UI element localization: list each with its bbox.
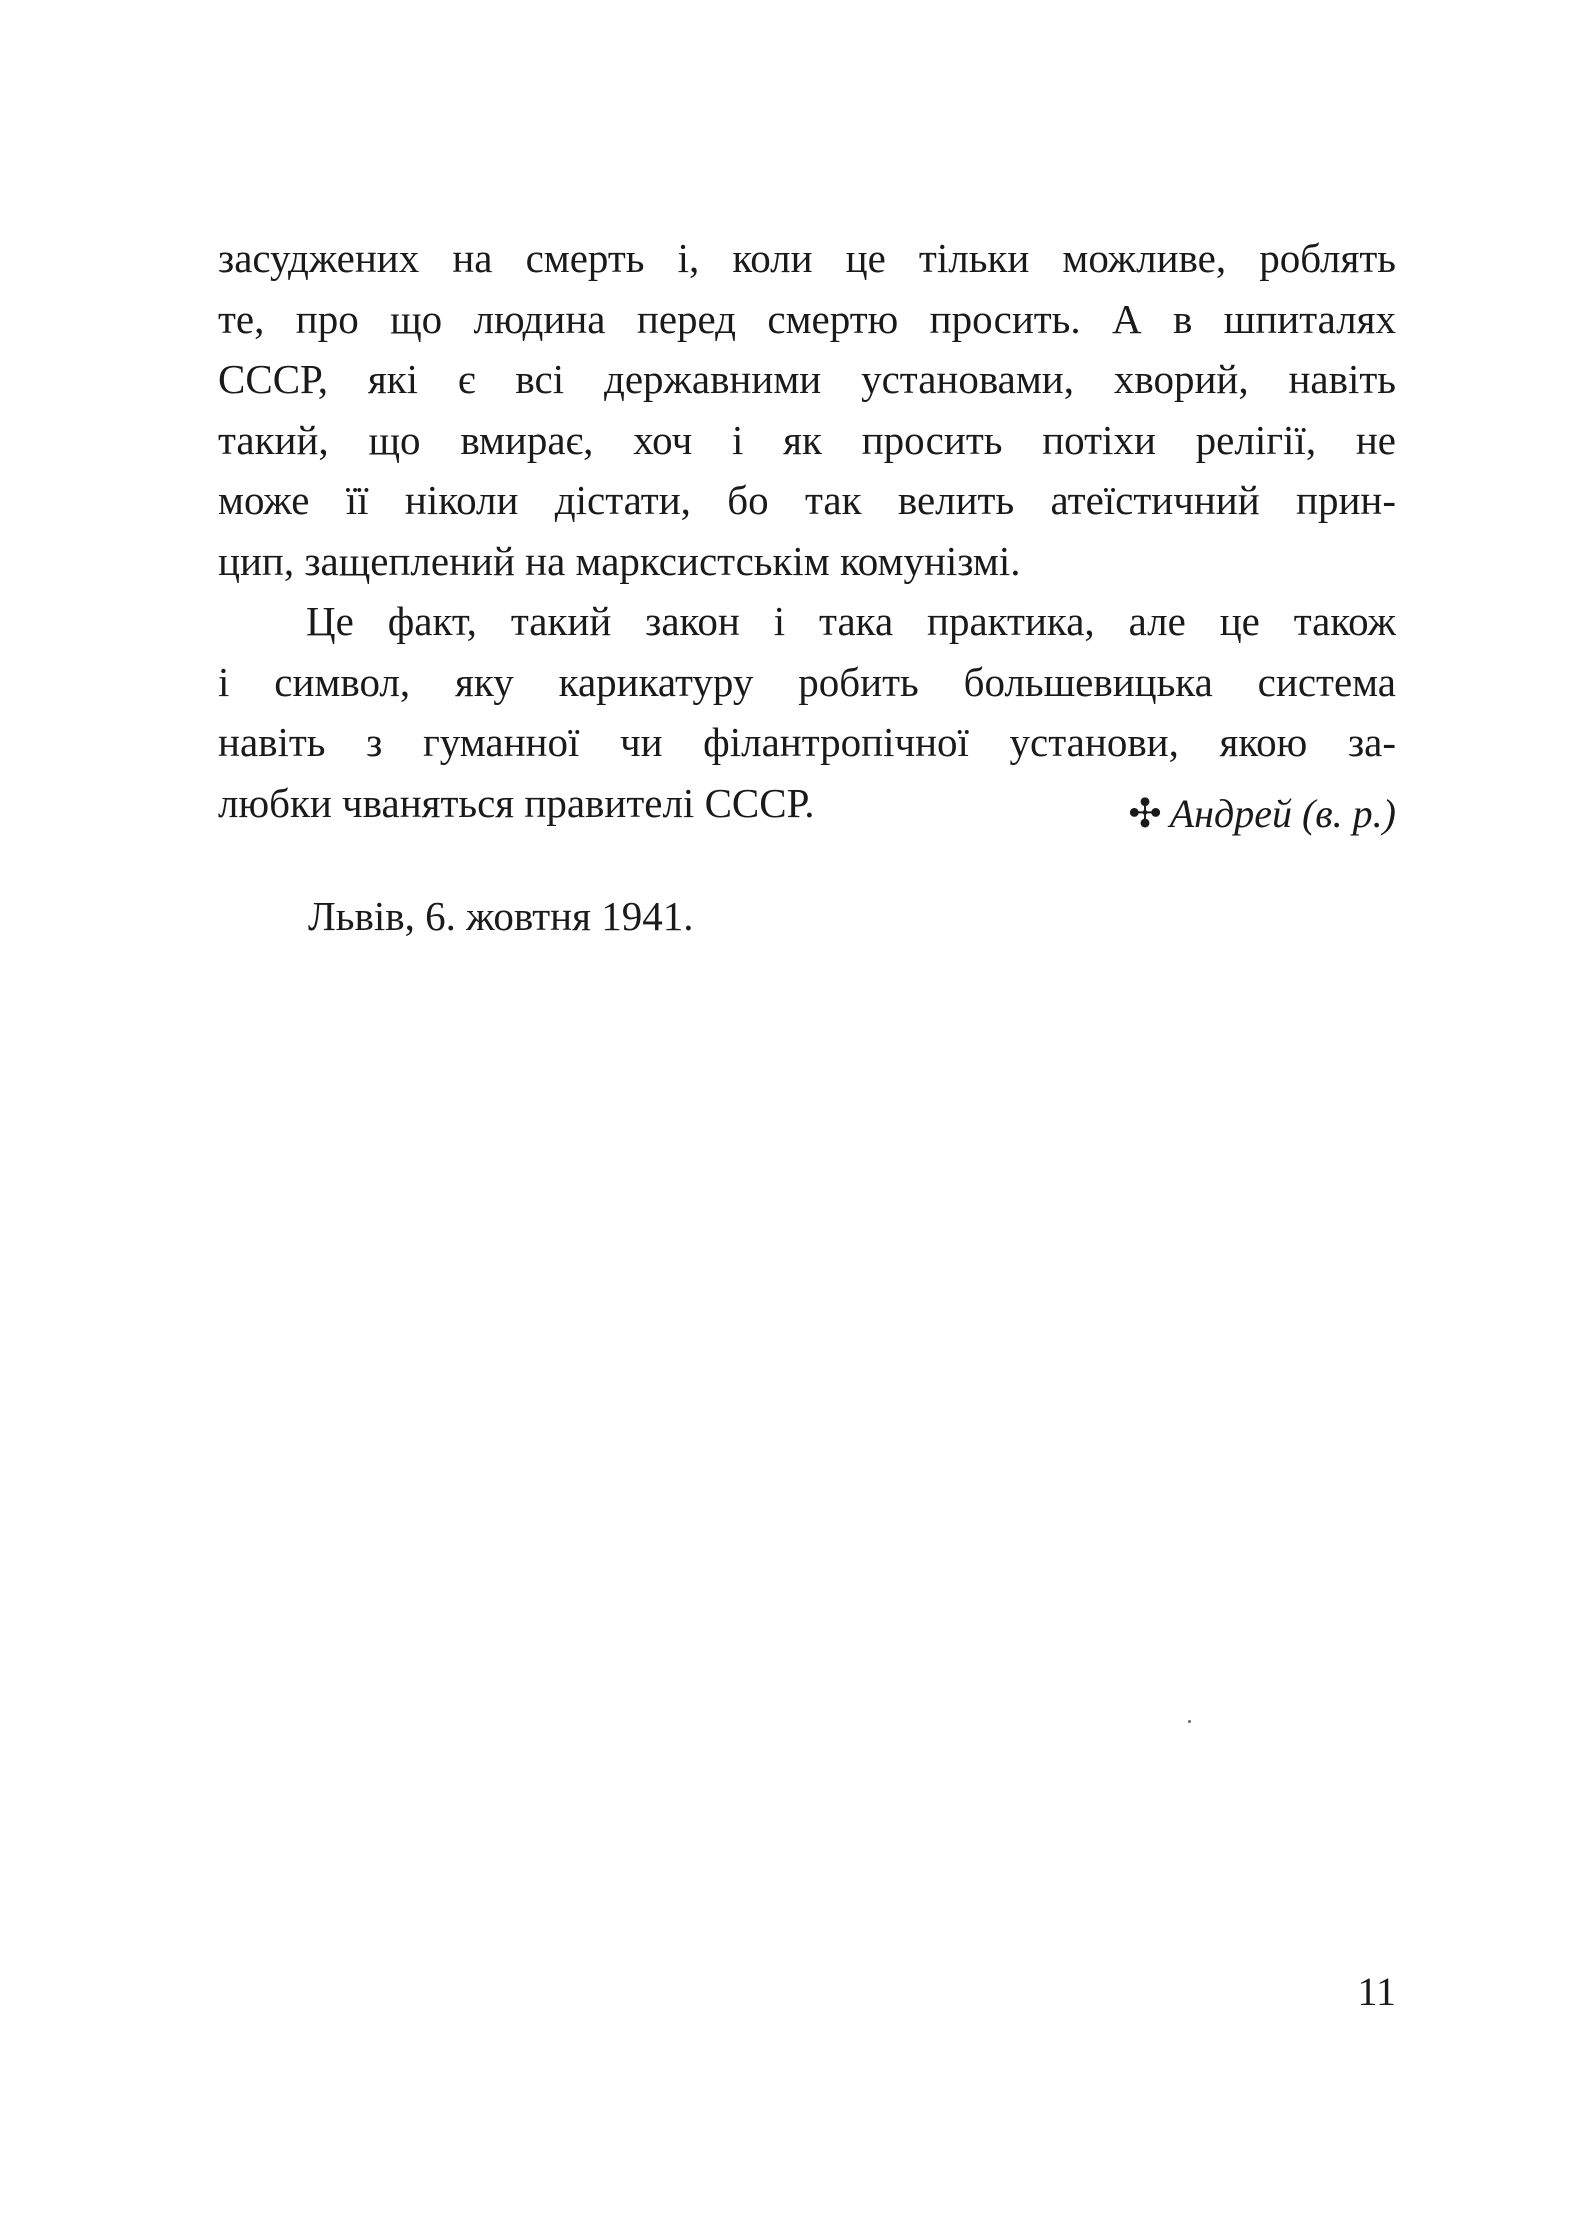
text-line: може її ніколи дістати, бо так велить атеїстичний прин-: [218, 477, 1396, 523]
text-line: і символ, яку карикатуру робить большевицька система: [218, 658, 1396, 705]
place-date: Львів, 6. жовтня 1941.: [308, 893, 694, 939]
signature-text: Андрей (в. р.): [1169, 791, 1396, 836]
text-line: цип, защеплений на марксистськім комунізмі.: [218, 537, 1021, 584]
print-speck: [1188, 1720, 1191, 1723]
text-line: засуджених на смерть і, коли це тільки можливе, роблять: [218, 235, 1396, 281]
text-line: такий, що вмирає, хоч і як просить потіхи релігії, не: [218, 416, 1396, 463]
text-line: навіть з гуманної чи філантропічної установи, якою за-: [218, 719, 1396, 765]
page-number: 11: [1357, 1969, 1396, 2014]
text-line: те, про що людина перед смертю просить. А в шпиталях: [218, 295, 1396, 342]
body-text: [218, 228, 1396, 833]
paragraph-1: [218, 228, 1396, 591]
text-line: СССР, які є всі державними установами, хворий, навіть: [218, 356, 1396, 402]
text-line: любки чваняться правителі СССР.: [218, 779, 815, 826]
text-line: Це факт, такий закон і така практика, але це також: [306, 598, 1396, 644]
signature: [1010, 790, 1396, 837]
cross-icon: ✣: [1128, 791, 1162, 836]
